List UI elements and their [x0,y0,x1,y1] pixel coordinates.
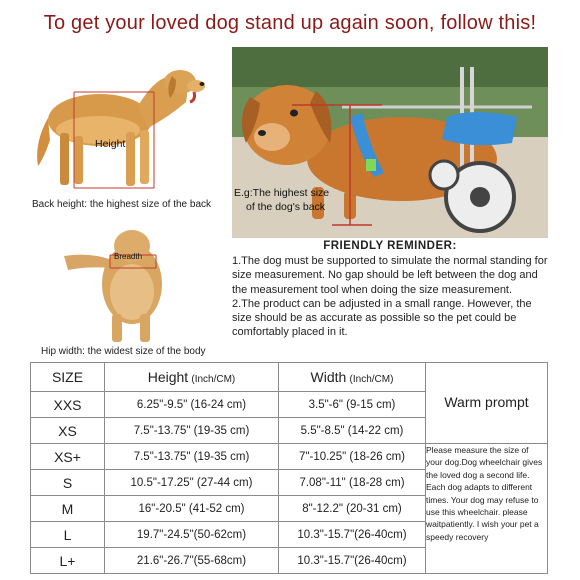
height-cell: 6.25"-9.5" (16-24 cm) [105,392,279,418]
width-cell: 7"-10.25" (18-26 cm) [279,444,426,470]
height-cell: 21.6"-26.7"(55-68cm) [105,548,279,574]
header-size: SIZE [31,363,105,392]
warm-prompt-header: Warm prompt [426,363,548,444]
width-cell: 8"-12.2" (20-31 cm) [279,496,426,522]
size-cell: S [31,470,105,496]
size-cell: XXS [31,392,105,418]
height-cell: 7.5"-13.75" (19-35 cm) [105,444,279,470]
wheelchair-photo [232,47,548,238]
reminder-title: FRIENDLY REMINDER: [323,240,457,252]
height-label: Height [95,138,126,150]
size-cell: XS+ [31,444,105,470]
example-line-1: E.g:The highest size [234,187,330,199]
width-cell: 10.3"-15.7"(26-40cm) [279,548,426,574]
width-cell: 3.5"-6" (9-15 cm) [279,392,426,418]
reminder-text [232,254,550,340]
dog-hip-photo [60,222,180,347]
back-height-caption: Back height: the highest size of the back [32,199,211,210]
warm-prompt-text: Please measure the size of your dog.Dog wheelchair gives the loved dog a second life. Each dog adapts to different times. Your dog may refuse to use this wheelchair. please waitpatiently. I wish your pet a speedy recovery [426,444,548,574]
header-width: Width (Inch/CM) [279,363,426,392]
reminder-point-1: 1.The dog must be supported to simulate the normal standing for size measurement. No gap should be left between the dog and the measurement tool when doing the size measurement. [232,255,548,296]
size-cell: L [31,522,105,548]
size-cell: L+ [31,548,105,574]
size-table [30,362,548,574]
dog-height-photo [30,58,225,198]
table-header-row [31,363,548,392]
width-cell: 5.5"-8.5" (14-22 cm) [279,418,426,444]
page-title: To get your loved dog stand up again soon, follow this! [43,12,537,34]
example-line-2: of the dog's back [246,201,326,213]
width-cell: 10.3"-15.7"(26-40cm) [279,522,426,548]
hip-width-caption: Hip width: the widest size of the body [41,346,206,357]
size-cell: M [31,496,105,522]
height-cell: 19.7"-24.5"(50-62cm) [105,522,279,548]
table-row [31,444,548,470]
height-cell: 10.5"-17.25" (27-44 cm) [105,470,279,496]
height-cell: 16"-20.5" (41-52 cm) [105,496,279,522]
size-cell: XS [31,418,105,444]
height-cell: 7.5"-13.75" (19-35 cm) [105,418,279,444]
width-cell: 7.08"-11" (18-28 cm) [279,470,426,496]
header-height: Height (Inch/CM) [105,363,279,392]
breadth-label: Breadth [114,252,143,261]
reminder-point-2: 2.The product can be adjusted in a small range. However, the size should be as accurate as possible so the pet could be comfortably placed in it. [232,297,532,339]
